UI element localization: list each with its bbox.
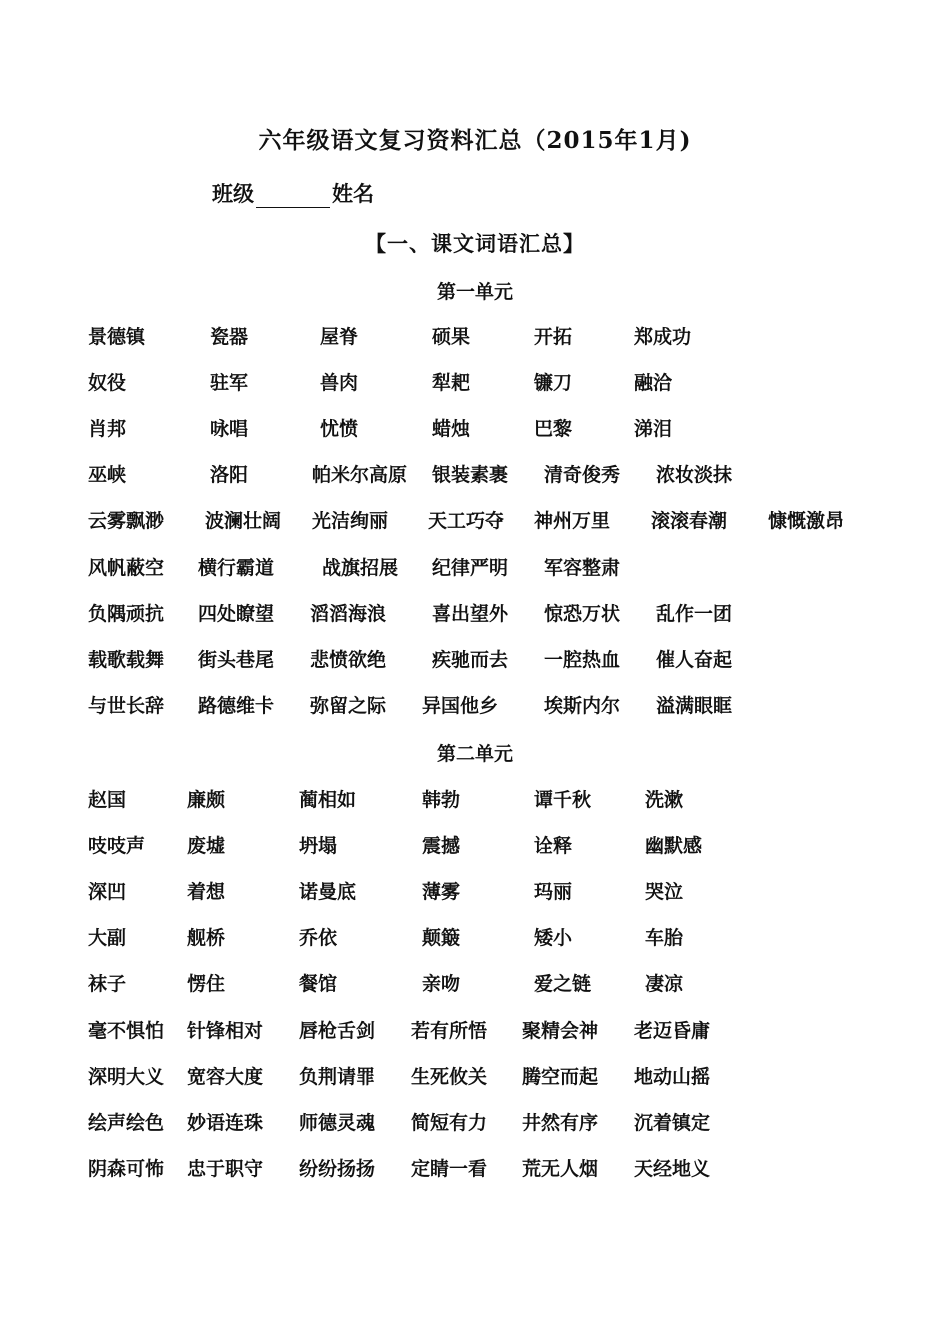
vocab-word: 光洁绚丽 — [312, 510, 389, 532]
vocab-word: 云雾飘渺 — [88, 510, 165, 532]
vocab-word: 纪律严明 — [432, 557, 509, 579]
vocab-word: 肖邦 — [88, 418, 127, 440]
word-row — [0, 1016, 950, 1046]
vocab-word: 生死攸关 — [411, 1066, 488, 1088]
vocab-word: 银装素裹 — [432, 464, 509, 486]
word-row — [0, 645, 950, 675]
vocab-word: 井然有序 — [522, 1112, 599, 1134]
word-row — [0, 969, 950, 999]
vocab-word: 车胎 — [645, 927, 684, 949]
vocab-word: 埃斯内尔 — [544, 695, 621, 717]
vocab-word: 四处瞭望 — [198, 603, 275, 625]
vocab-word: 颠簸 — [422, 927, 461, 949]
vocab-word: 与世长辞 — [88, 695, 165, 717]
vocab-word: 忠于职守 — [187, 1158, 264, 1180]
vocab-word: 乔依 — [299, 927, 338, 949]
vocab-word: 硕果 — [432, 326, 471, 348]
section-title: 【一、课文词语汇总】 — [365, 231, 585, 256]
vocab-word: 蔺相如 — [299, 789, 357, 811]
vocab-word: 爱之链 — [534, 973, 592, 995]
word-row — [0, 322, 950, 352]
vocab-word: 天工巧夺 — [428, 510, 505, 532]
vocab-word: 瓷器 — [210, 326, 249, 348]
vocab-word: 街头巷尾 — [198, 649, 275, 671]
vocab-word: 忧愤 — [320, 418, 359, 440]
vocab-word: 地动山摇 — [634, 1066, 711, 1088]
vocab-word: 异国他乡 — [422, 695, 499, 717]
vocab-word: 滚滚春潮 — [651, 510, 728, 532]
vocab-word: 溢满眼眶 — [656, 695, 733, 717]
vocab-word: 定睛一看 — [411, 1158, 488, 1180]
vocab-word: 镰刀 — [534, 372, 573, 394]
vocab-word: 开拓 — [534, 326, 573, 348]
vocab-word: 清奇俊秀 — [544, 464, 621, 486]
vocab-word: 沉着镇定 — [634, 1112, 711, 1134]
vocab-word: 震撼 — [422, 835, 461, 857]
document-title: 六年级语文复习资料汇总（2015年1月) — [258, 127, 692, 154]
vocab-word: 巫峡 — [88, 464, 127, 486]
vocab-word: 毫不惧怕 — [88, 1020, 165, 1042]
vocab-word: 诠释 — [534, 835, 573, 857]
vocab-word: 大副 — [88, 927, 127, 949]
vocab-word: 滔滔海浪 — [310, 603, 387, 625]
word-row — [0, 923, 950, 953]
vocab-word: 阴森可怖 — [88, 1158, 165, 1180]
class-blank[interactable] — [256, 187, 330, 208]
vocab-word: 师德灵魂 — [299, 1112, 376, 1134]
vocab-word: 奴役 — [88, 372, 127, 394]
vocab-word: 舰桥 — [187, 927, 226, 949]
vocab-word: 屋脊 — [320, 326, 359, 348]
vocab-word: 蜡烛 — [432, 418, 471, 440]
class-label: 班级 — [212, 181, 254, 206]
word-row — [0, 506, 950, 536]
vocab-word: 韩勃 — [422, 789, 461, 811]
vocab-word: 老迈昏庸 — [634, 1020, 711, 1042]
word-row — [0, 460, 950, 490]
word-row — [0, 1154, 950, 1184]
vocab-word: 深明大义 — [88, 1066, 165, 1088]
vocab-word: 路德维卡 — [198, 695, 275, 717]
word-row — [0, 1108, 950, 1138]
vocab-word: 慷慨激昂 — [768, 510, 845, 532]
vocab-word: 负荆请罪 — [299, 1066, 376, 1088]
vocab-word: 聚精会神 — [522, 1020, 599, 1042]
vocab-word: 催人奋起 — [656, 649, 733, 671]
vocab-word: 绘声绘色 — [88, 1112, 165, 1134]
vocab-word: 若有所悟 — [411, 1020, 488, 1042]
vocab-word: 景德镇 — [88, 326, 146, 348]
vocab-word: 融洽 — [634, 372, 673, 394]
vocab-word: 惊恐万状 — [544, 603, 621, 625]
vocab-word: 犁耙 — [432, 372, 471, 394]
word-row — [0, 831, 950, 861]
vocab-word: 凄凉 — [645, 973, 684, 995]
vocab-word: 腾空而起 — [522, 1066, 599, 1088]
class-name-line — [212, 178, 374, 208]
vocab-word: 乱作一团 — [656, 603, 733, 625]
vocab-word: 洛阳 — [210, 464, 249, 486]
vocab-word: 谭千秋 — [534, 789, 592, 811]
vocab-word: 着想 — [187, 881, 226, 903]
unit-title: 第二单元 — [436, 743, 513, 765]
vocab-word: 矮小 — [534, 927, 573, 949]
vocab-word: 亲吻 — [422, 973, 461, 995]
vocab-word: 吱吱声 — [88, 835, 146, 857]
vocab-word: 浓妆淡抹 — [656, 464, 733, 486]
word-row — [0, 877, 950, 907]
vocab-word: 幽默感 — [645, 835, 703, 857]
vocab-word: 天经地义 — [634, 1158, 711, 1180]
vocab-word: 风帆蔽空 — [88, 557, 165, 579]
vocab-word: 波澜壮阔 — [205, 510, 282, 532]
vocab-word: 悲愤欲绝 — [310, 649, 387, 671]
vocab-word: 餐馆 — [299, 973, 338, 995]
vocab-word: 巴黎 — [534, 418, 573, 440]
vocab-word: 薄雾 — [422, 881, 461, 903]
vocab-word: 兽肉 — [320, 372, 359, 394]
vocab-word: 坍塌 — [299, 835, 338, 857]
vocab-word: 横行霸道 — [198, 557, 275, 579]
word-row — [0, 414, 950, 444]
word-row — [0, 553, 950, 583]
vocab-word: 一腔热血 — [544, 649, 621, 671]
vocab-word: 哭泣 — [645, 881, 684, 903]
vocab-word: 战旗招展 — [322, 557, 399, 579]
vocab-word: 废墟 — [187, 835, 226, 857]
vocab-word: 荒无人烟 — [522, 1158, 599, 1180]
vocab-word: 纷纷扬扬 — [299, 1158, 376, 1180]
vocab-word: 妙语连珠 — [187, 1112, 264, 1134]
word-row — [0, 368, 950, 398]
vocab-word: 军容整肃 — [544, 557, 621, 579]
vocab-word: 简短有力 — [411, 1112, 488, 1134]
vocab-word: 诺曼底 — [299, 881, 357, 903]
vocab-word: 玛丽 — [534, 881, 573, 903]
vocab-word: 弥留之际 — [310, 695, 387, 717]
name-label: 姓名 — [332, 181, 374, 206]
vocab-word: 赵国 — [88, 789, 127, 811]
vocab-word: 喜出望外 — [432, 603, 509, 625]
unit-title: 第一单元 — [436, 281, 513, 303]
vocab-word: 洗漱 — [645, 789, 684, 811]
vocab-word: 宽容大度 — [187, 1066, 264, 1088]
vocab-word: 廉颇 — [187, 789, 226, 811]
vocab-word: 愣住 — [187, 973, 226, 995]
vocab-word: 唇枪舌剑 — [299, 1020, 376, 1042]
word-row — [0, 1062, 950, 1092]
vocab-word: 负隅顽抗 — [88, 603, 165, 625]
vocab-word: 帕米尔高原 — [312, 464, 408, 486]
vocab-word: 深凹 — [88, 881, 127, 903]
vocab-word: 针锋相对 — [187, 1020, 264, 1042]
word-row — [0, 599, 950, 629]
vocab-word: 咏唱 — [210, 418, 249, 440]
vocab-word: 疾驰而去 — [432, 649, 509, 671]
vocab-word: 神州万里 — [534, 510, 611, 532]
vocab-word: 郑成功 — [634, 326, 692, 348]
vocab-word: 驻军 — [210, 372, 249, 394]
word-row — [0, 785, 950, 815]
vocab-word: 袜子 — [88, 973, 127, 995]
vocab-word: 涕泪 — [634, 418, 673, 440]
vocab-word: 载歌载舞 — [88, 649, 165, 671]
word-row — [0, 691, 950, 721]
